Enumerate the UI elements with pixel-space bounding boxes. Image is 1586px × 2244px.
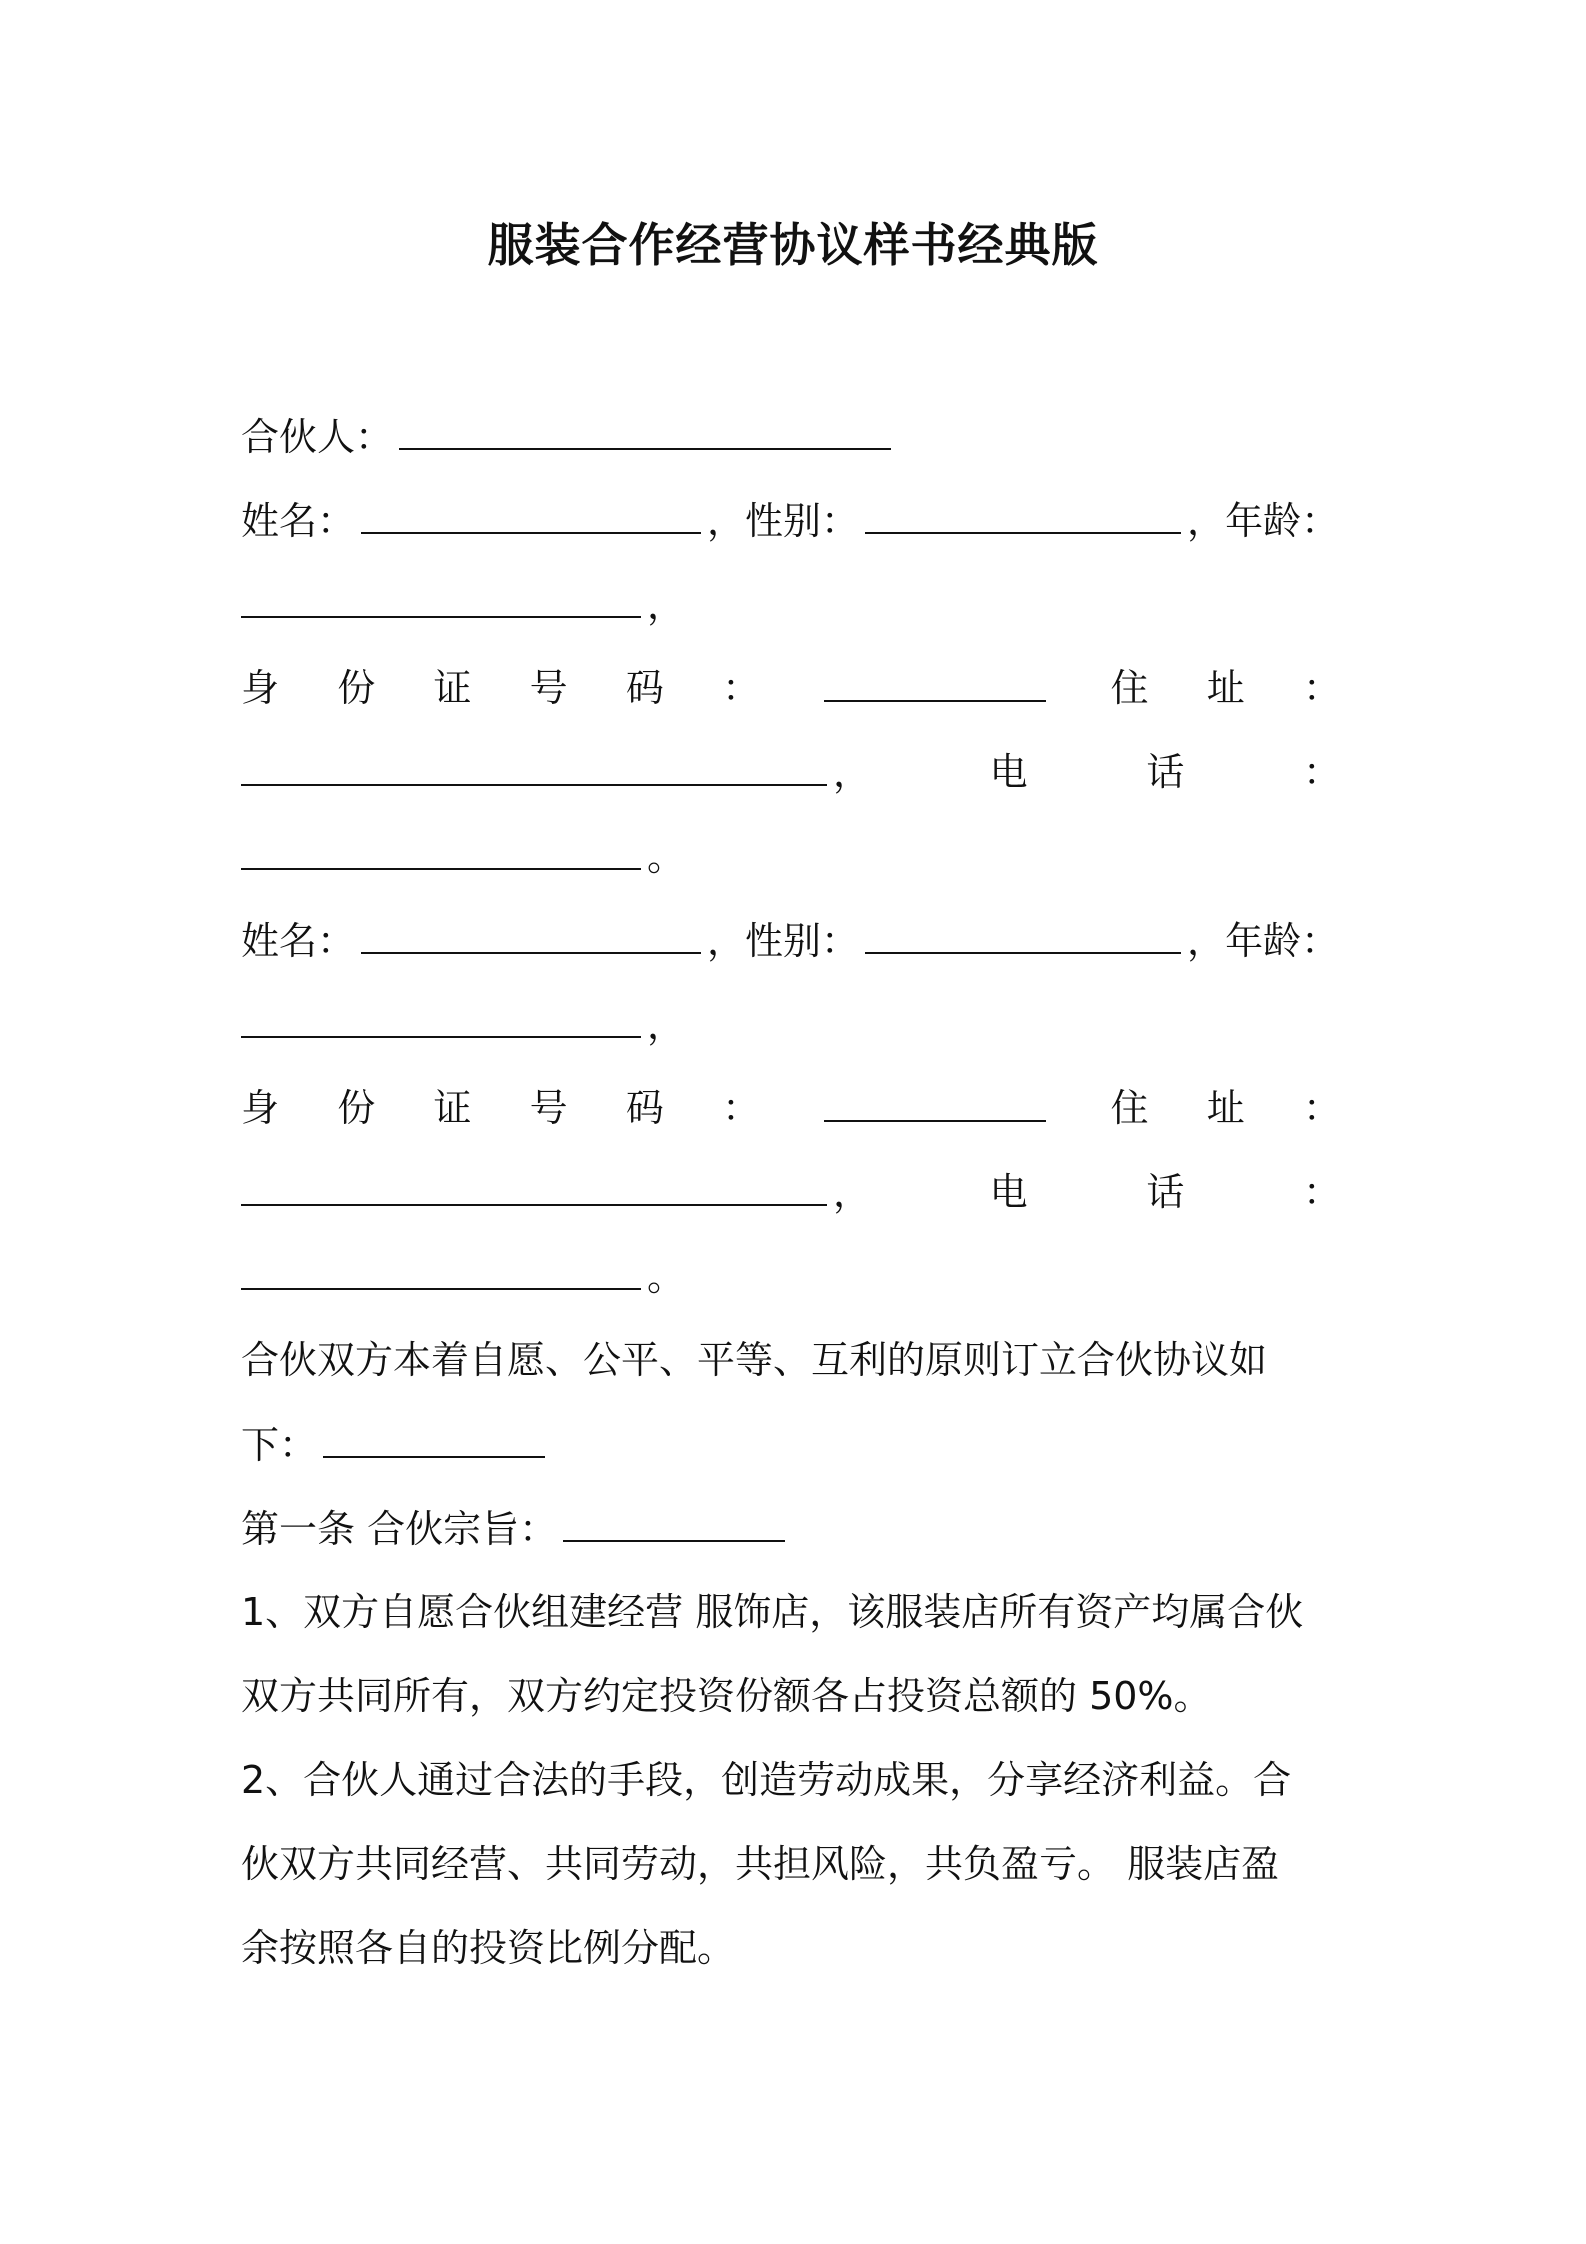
name-label: 姓名： bbox=[241, 919, 356, 963]
comma: ， bbox=[707, 919, 746, 963]
phone-char: 电 bbox=[989, 1170, 1028, 1214]
id-char: 证 bbox=[433, 1086, 472, 1130]
comma: ， bbox=[707, 499, 746, 543]
partner-blank[interactable] bbox=[399, 410, 891, 450]
intro-line-1: 合伙双方本着自愿、公平、平等、互利的原则订立合伙协议如 bbox=[241, 1338, 1268, 1382]
address-char: ： bbox=[1302, 1086, 1341, 1130]
name-blank[interactable] bbox=[361, 494, 701, 534]
clause-2-line-1: 2、合伙人通过合法的手段，创造劳动成果，分享经济利益。合 bbox=[241, 1758, 1292, 1802]
address-char: 住 bbox=[1110, 666, 1149, 710]
person2-phone-line bbox=[241, 1250, 685, 1303]
id-char: 份 bbox=[337, 666, 376, 710]
id-char: ： bbox=[722, 1086, 761, 1130]
person2-address-phone-line bbox=[241, 1166, 1341, 1219]
phone-char: 话 bbox=[1146, 750, 1185, 794]
phone-blank[interactable] bbox=[241, 830, 641, 870]
gender-blank[interactable] bbox=[865, 914, 1181, 954]
name-blank[interactable] bbox=[361, 914, 701, 954]
person2-basic-line bbox=[241, 914, 1339, 967]
id-blank[interactable] bbox=[824, 662, 1046, 702]
clause-2-line-3: 余按照各自的投资比例分配。 bbox=[241, 1926, 736, 1970]
id-char: 号 bbox=[529, 1086, 568, 1130]
partner-label: 合伙人： bbox=[241, 415, 394, 459]
clause-1-line-2: 双方共同所有，双方约定投资份额各占投资总额的 50%。 bbox=[241, 1674, 1212, 1718]
person1-age-line bbox=[241, 578, 685, 631]
person1-phone-line bbox=[241, 830, 685, 883]
person1-id-line bbox=[241, 662, 1341, 714]
age-blank[interactable] bbox=[241, 578, 641, 618]
id-char: 码 bbox=[625, 666, 664, 710]
id-char: 证 bbox=[433, 666, 472, 710]
article-1-blank[interactable] bbox=[563, 1502, 785, 1542]
intro-text: 下： bbox=[241, 1423, 318, 1467]
period: 。 bbox=[647, 1255, 686, 1299]
address-char: 址 bbox=[1206, 1086, 1245, 1130]
gender-label: 性别： bbox=[745, 919, 860, 963]
age-blank[interactable] bbox=[241, 998, 641, 1038]
period: 。 bbox=[647, 835, 686, 879]
age-label: 年龄： bbox=[1225, 919, 1340, 963]
id-char: 号 bbox=[529, 666, 568, 710]
partner-line bbox=[241, 410, 897, 463]
person1-address-phone-line bbox=[241, 746, 1341, 799]
address-blank[interactable] bbox=[241, 746, 827, 786]
intro-line-2 bbox=[241, 1418, 551, 1471]
address-char: 住 bbox=[1110, 1086, 1149, 1130]
comma: ， bbox=[647, 1003, 686, 1047]
phone-char: ： bbox=[1302, 1170, 1341, 1214]
address-blank[interactable] bbox=[241, 1166, 827, 1206]
article-1-label: 第一条 合伙宗旨： bbox=[241, 1507, 558, 1551]
address-char: ： bbox=[1302, 666, 1341, 710]
id-blank[interactable] bbox=[824, 1082, 1046, 1122]
intro-blank[interactable] bbox=[323, 1418, 545, 1458]
id-char: 码 bbox=[625, 1086, 664, 1130]
document-title: 服装合作经营协议样书经典版 bbox=[487, 218, 1099, 272]
comma: ， bbox=[833, 751, 872, 795]
gender-blank[interactable] bbox=[865, 494, 1181, 534]
comma: ， bbox=[1187, 499, 1226, 543]
id-char: 份 bbox=[337, 1086, 376, 1130]
person2-age-line bbox=[241, 998, 685, 1051]
person2-id-line bbox=[241, 1082, 1341, 1134]
id-char: 身 bbox=[241, 1086, 280, 1130]
comma: ， bbox=[1187, 919, 1226, 963]
phone-blank[interactable] bbox=[241, 1250, 641, 1290]
phone-char: 电 bbox=[989, 750, 1028, 794]
article-1-heading bbox=[241, 1502, 791, 1555]
phone-char: 话 bbox=[1146, 1170, 1185, 1214]
comma: ， bbox=[647, 583, 686, 627]
gender-label: 性别： bbox=[745, 499, 860, 543]
phone-char: ： bbox=[1302, 750, 1341, 794]
id-char: 身 bbox=[241, 666, 280, 710]
clause-2-line-2: 伙双方共同经营、共同劳动，共担风险，共负盈亏。 服装店盈 bbox=[241, 1842, 1280, 1886]
name-label: 姓名： bbox=[241, 499, 356, 543]
id-char: ： bbox=[722, 666, 761, 710]
person1-basic-line bbox=[241, 494, 1339, 547]
comma: ， bbox=[833, 1171, 872, 1215]
address-char: 址 bbox=[1206, 666, 1245, 710]
clause-1-line-1: 1、双方自愿合伙组建经营 服饰店，该服装店所有资产均属合伙 bbox=[241, 1590, 1304, 1634]
age-label: 年龄： bbox=[1225, 499, 1340, 543]
